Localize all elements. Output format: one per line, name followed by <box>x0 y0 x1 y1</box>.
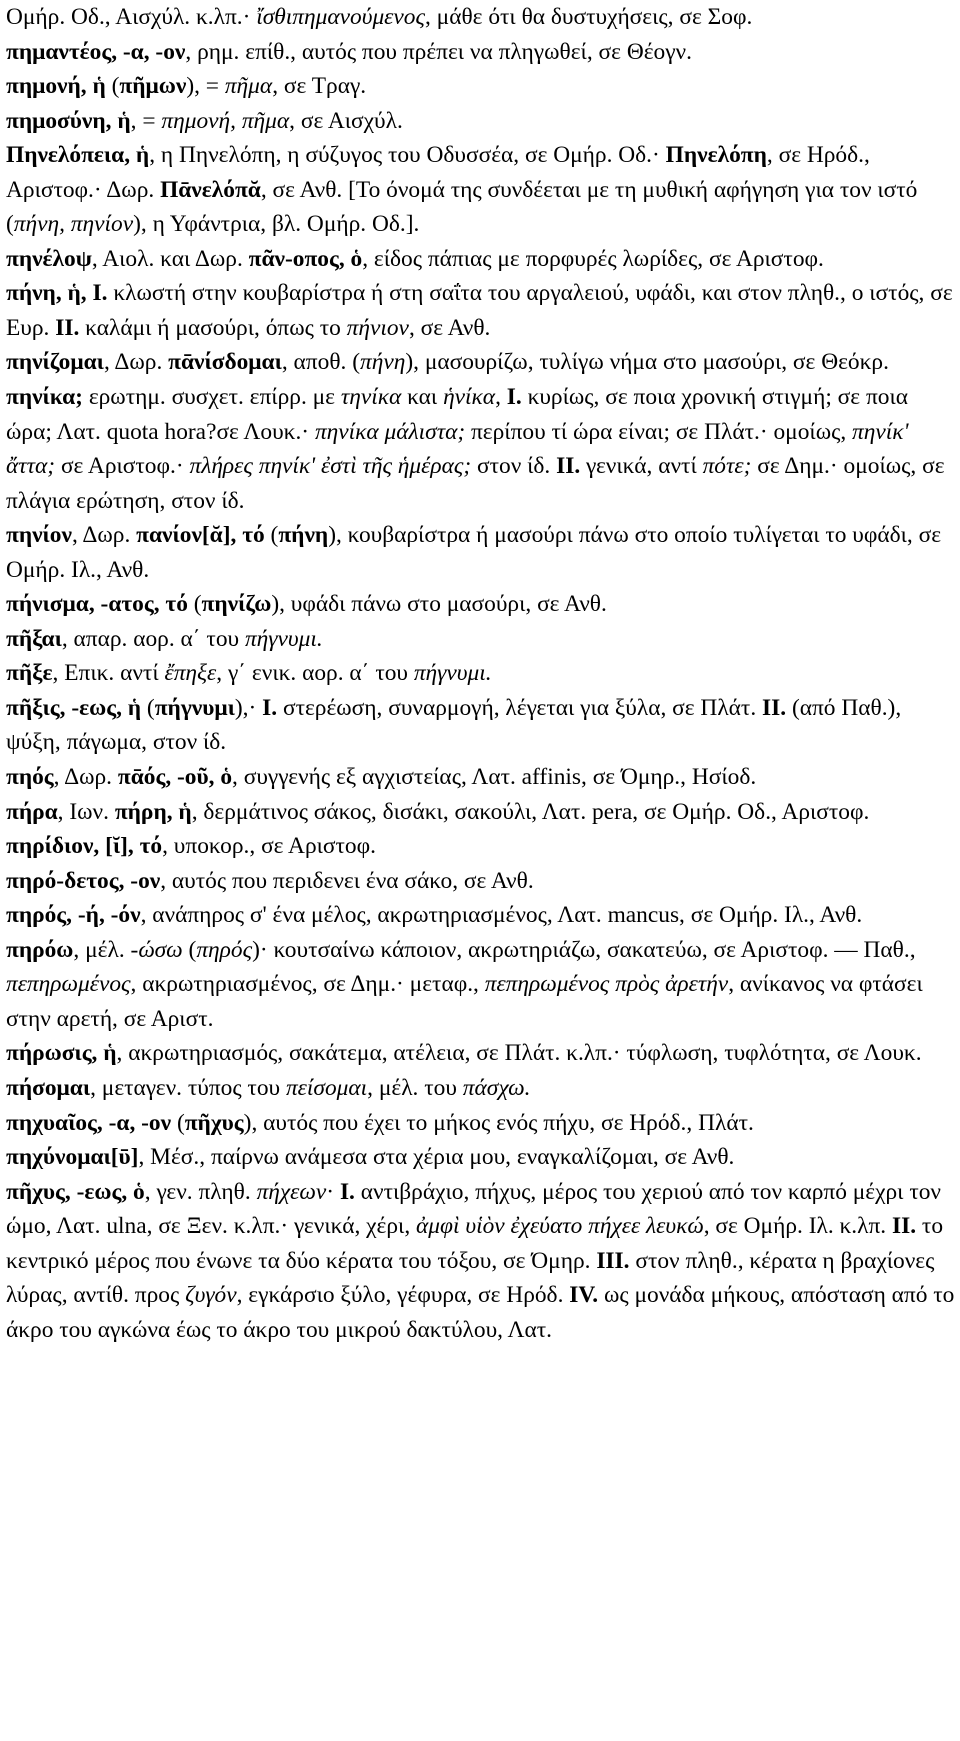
entry-text: , ρημ. επίθ., αυτός που πρέπει να πληγωθεί, σε Θέογν. <box>185 38 692 65</box>
entry-headword: πηνίον <box>6 522 72 549</box>
entry-headword: II. <box>892 1213 917 1240</box>
dictionary-entry <box>6 1036 956 1071</box>
entry-italic-text: ζυγόν <box>185 1282 237 1309</box>
entry-headword: πηρόω <box>6 936 74 963</box>
entry-text: ( <box>141 694 155 721</box>
entry-italic-text: πήνη <box>360 349 406 376</box>
entry-headword: πᾶν-οπος, ὁ <box>248 245 363 272</box>
entry-text: και <box>401 384 444 411</box>
dictionary-entry <box>6 276 956 345</box>
entry-text: κυρίως, σε ποια χρονική στιγμή; σε ποια ώρα; Λατ. quota hora?σε Λουκ.· <box>6 384 909 445</box>
entry-headword: I. <box>506 384 522 411</box>
dictionary-entry <box>6 35 956 70</box>
entry-headword: I. <box>262 694 278 721</box>
entry-italic-text: πλήρες πηνίκ' ἐστὶ τῆς ἡμέρας; <box>189 453 472 480</box>
entry-text: , Επικ. αντί <box>52 660 165 687</box>
entry-text: ( <box>187 591 202 618</box>
dictionary-entry <box>6 864 956 899</box>
entry-italic-text: πεπηρωμένος πρὸς ἀρετήν <box>484 971 729 998</box>
entry-text: Ομήρ. Οδ., Αισχύλ. κ.λπ.· <box>6 4 257 30</box>
entry-text: περίπου τί ώρα είναι; σε Πλάτ.· ομοίως, <box>465 418 853 445</box>
entry-headword: πανίον[ᾰ], τό <box>136 522 265 549</box>
entry-text: ), κουβαρίστρα ή μασούρι πάνω στο οποίο τυλίγεται το υφάδι, σε Ομήρ. Ιλ., Ανθ. <box>6 522 942 583</box>
entry-text: · <box>326 1178 340 1205</box>
entry-text: ( <box>182 936 197 963</box>
entry-italic-text: πήχεων <box>256 1178 327 1205</box>
entry-headword: πήνη, ἡ, I. <box>6 280 108 307</box>
entry-text: , αυτός που περιδενει ένα σάκο, σε Ανθ. <box>160 867 534 894</box>
dictionary-entry <box>6 69 956 104</box>
entry-headword: Πᾱνελόπᾰ <box>160 176 261 203</box>
entry-headword: πήνισμα, -ατος, τό <box>6 591 188 618</box>
entry-text: ( <box>105 73 120 100</box>
entry-text: , μεταγεν. τύπος του <box>90 1074 286 1101</box>
entry-italic-text: πήνη, πηνίον <box>13 211 134 238</box>
entry-italic-text: πῆμα <box>224 73 273 100</box>
entry-text: , ανίκανος να φτάσει στην αρετή, σε Αριστ. <box>6 971 923 1032</box>
entry-text: ), = <box>186 73 225 100</box>
entry-italic-text: τηνίκα <box>340 384 402 411</box>
entry-text: ),· <box>234 694 263 721</box>
entry-headword: πῆχυς, -εως, ὁ <box>6 1178 145 1205</box>
dictionary-entry <box>6 691 956 760</box>
entry-headword: πηχύνομαι[ῡ] <box>6 1144 139 1171</box>
entry-headword: πήγνυμι <box>154 694 235 721</box>
dictionary-entry <box>6 1071 956 1106</box>
entry-text: , ανάπηρος σ' ένα μέλος, ακρωτηριασμένος, Λατ. mancus, σε Ομήρ. Ιλ., Ανθ. <box>140 902 863 929</box>
dictionary-entry <box>6 829 956 864</box>
entry-headword: πημαντέος, -α, -ον <box>6 38 186 65</box>
entry-text: , Αιολ. και Δωρ. <box>91 245 249 272</box>
entry-italic-text: ἀμφὶ υἱὸν ἐχεύατο πήχεε λευκώ <box>416 1213 704 1240</box>
dictionary-entry <box>6 760 956 795</box>
entry-headword: πᾱνίσδομαι <box>168 349 282 376</box>
dictionary-entry <box>6 622 956 657</box>
entry-headword: I. <box>339 1178 355 1205</box>
entry-headword: πηρίδιον, [ῐ], τό <box>6 833 163 860</box>
entry-italic-text: ἴσθιπημανούμενος <box>256 4 425 30</box>
entry-headword: πήνη <box>278 522 329 549</box>
entry-headword: πήρη, ἡ <box>114 798 192 825</box>
entry-headword: πηρό-δετος, -ον <box>6 867 161 894</box>
entry-headword: πᾱός, -οῦ, ὁ <box>117 764 233 791</box>
entry-headword: πηχυαῖος, -α, -ον <box>6 1109 172 1136</box>
entry-text: )· κουτσαίνω κάποιον, ακρωτηριάζω, σακατεύω, σε Αριστοφ. — Παθ., <box>252 936 916 963</box>
entry-headword: πηός <box>6 764 54 791</box>
entry-headword: II. <box>762 694 787 721</box>
entry-text: , δερμάτινος σάκος, δισάκι, σακούλι, Λατ. pera, σε Ομήρ. Οδ., Αριστοφ. <box>191 798 870 825</box>
entry-text: στον πληθ., κέρατα η βραχίονες λύρας, αντίθ. προς <box>6 1247 935 1309</box>
entry-italic-text: πότε; <box>702 453 752 480</box>
entry-italic-text: πημονή, πῆμα <box>161 107 290 134</box>
entry-italic-text: πήγνυμι. <box>413 660 492 687</box>
entry-text: , σε Ομήρ. Ιλ. κ.λπ. <box>703 1213 893 1240</box>
entry-text: , σε Ανθ. [Το όνομά της συνδέεται με τη μυθική αφήγηση για τον ιστό ( <box>6 176 918 238</box>
entry-text: , απαρ. αορ. α΄ του <box>61 625 245 652</box>
entry-text: , μάθε ότι θα δυστυχήσεις, σε Σοφ. <box>424 4 753 30</box>
entry-headword: πῆξαι <box>6 625 62 652</box>
dictionary-entry <box>6 1106 956 1141</box>
entry-headword: πῆξις, -εως, ἡ <box>6 694 142 721</box>
entry-text: , γ΄ ενικ. αορ. α΄ του <box>216 660 414 687</box>
entry-text: , γεν. πληθ. <box>144 1178 257 1205</box>
entry-text: , Μέσ., παίρνω ανάμεσα στα χέρια μου, εναγκαλίζομαι, σε Ανθ. <box>138 1144 735 1171</box>
entry-text: , υποκορ., σε Αριστοφ. <box>162 833 376 860</box>
entry-text: ), μασουρίζω, τυλίγω νήμα στο μασούρι, σε Θεόκρ. <box>405 349 889 376</box>
entry-text: , = <box>130 107 162 134</box>
dictionary-entry <box>6 1175 956 1348</box>
entry-text: , <box>495 384 507 411</box>
entry-headword: πηνίζομαι <box>6 349 104 376</box>
entry-text: , Δωρ. <box>103 349 169 376</box>
entry-headword: πῆμων <box>119 73 187 100</box>
entry-text: ), υφάδι πάνω στο μασούρι, σε Ανθ. <box>271 591 607 618</box>
entry-headword: II. <box>55 314 80 341</box>
dictionary-entry <box>6 242 956 277</box>
entry-headword: πηνέλοψ <box>6 245 92 272</box>
entry-italic-text: πηνίκ' ἄττα; <box>6 418 909 480</box>
entry-text: ), η Υφάντρια, βλ. Ομήρ. Οδ.]. <box>133 211 420 238</box>
entry-headword: πηνίκα; <box>6 384 83 411</box>
entry-italic-text: πήνιον <box>346 314 409 341</box>
entry-text: καλάμι ή μασούρι, όπως το <box>79 314 347 341</box>
entry-text: , ακρωτηριασμός, σακάτεμα, ατέλεια, σε Πλάτ. κ.λπ.· τύφλωση, τυφλότητα, σε Λουκ. <box>116 1040 922 1067</box>
entry-headword: πηνίζω <box>201 591 272 618</box>
entry-text: γενικά, αντί <box>580 453 703 480</box>
dictionary-entry <box>6 795 956 830</box>
entry-headword: Πηνελόπη <box>665 142 767 169</box>
entry-text: , Δωρ. <box>53 764 118 791</box>
entry-italic-text: ἔπηξε <box>164 660 217 687</box>
dictionary-entry <box>6 933 956 1037</box>
dictionary-entry <box>6 104 956 139</box>
entry-headword: πῆξε <box>6 660 53 687</box>
entry-text: , αποθ. ( <box>281 349 361 376</box>
entry-text: , εγκάρσιο ξύλο, γέφυρα, σε Ηρόδ. <box>236 1282 570 1309</box>
entry-headword: πημονή, ἡ <box>6 73 106 100</box>
entry-text: , μέλ. του <box>367 1074 463 1101</box>
dictionary-entry <box>6 587 956 622</box>
entry-text: , Δωρ. <box>71 522 137 549</box>
entry-text: σε Δημ.· ομοίως, σε πλάγια ερώτηση, στον ίδ. <box>6 453 945 514</box>
entry-italic-text: πείσομαι <box>285 1074 368 1101</box>
entry-italic-text: ἡνίκα <box>443 384 496 411</box>
dictionary-entry <box>6 518 956 587</box>
entry-text: ως μονάδα μήκους, απόσταση από το άκρο του αγκώνα έως το άκρο του μικρού δακτύλου, Λατ. <box>6 1282 955 1343</box>
dictionary-entry <box>6 138 956 242</box>
entry-headword: πήρωσις, ἡ <box>6 1040 117 1067</box>
dictionary-entry <box>6 1140 956 1175</box>
entry-text: , συγγενής εξ αγχιστείας, Λατ. affinis, σε Όμηρ., Ησίοδ. <box>232 764 757 791</box>
entry-text: κλωστή στην κουβαρίστρα ή στη σαΐτα του αργαλειού, υφάδι, και στον πληθ., ο ιστός, σε Ευρ. <box>6 280 953 341</box>
entry-text: ( <box>171 1109 185 1136</box>
entry-text: , σε Ηρόδ., Αριστοφ.· Δωρ. <box>6 142 870 203</box>
entry-text: σε Αριστοφ.· <box>55 453 190 480</box>
dictionary-entry <box>6 345 956 380</box>
entry-text: , σε Τραγ. <box>272 73 367 100</box>
dictionary-entry <box>6 656 956 691</box>
entry-text: στερέωση, συναρμογή, λέγεται για ξύλα, σε Πλάτ. <box>277 694 763 721</box>
entry-headword: III. <box>596 1247 630 1274</box>
entry-italic-text: πηρός <box>196 936 253 963</box>
entry-headword: IV. <box>569 1282 599 1309</box>
entry-text: το κεντρικό μέρος που ένωνε τα δύο κέρατα του τόξου, σε Όμηρ. <box>6 1213 944 1274</box>
entry-text: στον ίδ. <box>471 453 557 480</box>
dictionary-entry <box>6 380 956 518</box>
entry-text: (από Παθ.), ψύξη, πάγωμα, στον ίδ. <box>6 694 902 756</box>
entry-text: , σε Ανθ. <box>408 314 491 341</box>
entry-italic-text: πεπηρωμένος <box>6 971 131 998</box>
entry-headword: πήρα <box>6 798 58 825</box>
entry-headword: πῆχυς <box>184 1109 244 1136</box>
entry-headword: Πηνελόπεια, ἡ <box>6 142 150 169</box>
entry-italic-text: -ώσω <box>130 936 183 963</box>
entry-text: ( <box>264 522 279 549</box>
entry-text: , είδος πάπιας με πορφυρές λωρίδες, σε Αριστοφ. <box>362 245 824 272</box>
entry-headword: πήσομαι <box>6 1074 91 1101</box>
entry-italic-text: πηνίκα μάλιστα; <box>314 418 466 445</box>
entry-text: , ακρωτηριασμένος, σε Δημ.· μεταφ., <box>130 971 485 998</box>
entry-text: ), αυτός που έχει το μήκος ενός πήχυ, σε Ηρόδ., Πλάτ. <box>243 1109 754 1136</box>
entry-text: , Ιων. <box>57 798 115 825</box>
entry-text: , η Πηνελόπη, η σύζυγος του Οδυσσέα, σε Ομήρ. Οδ.· <box>149 142 666 169</box>
dictionary-entry <box>6 898 956 933</box>
entry-text: αντιβράχιο, πήχυς, μέρος του χεριού από τον καρπό μέχρι τον ώμο, Λατ. ulna, σε Ξεν. κ.λπ.· γενικά, χέρι, <box>6 1178 941 1240</box>
entry-headword: πημοσύνη, ἡ <box>6 107 131 134</box>
entry-headword: πηρός, -ή, -όν <box>6 902 141 929</box>
entry-text: , σε Αισχύλ. <box>289 107 403 134</box>
entry-italic-text: πήγνυμι. <box>244 625 323 652</box>
entry-italic-text: πάσχω. <box>462 1074 531 1101</box>
dictionary-entry <box>6 0 956 35</box>
dictionary-page <box>6 0 956 1347</box>
entry-headword: II. <box>556 453 581 480</box>
entry-text: , μέλ. <box>73 936 131 963</box>
entry-text: ερωτημ. συσχετ. επίρρ. με <box>82 384 341 411</box>
